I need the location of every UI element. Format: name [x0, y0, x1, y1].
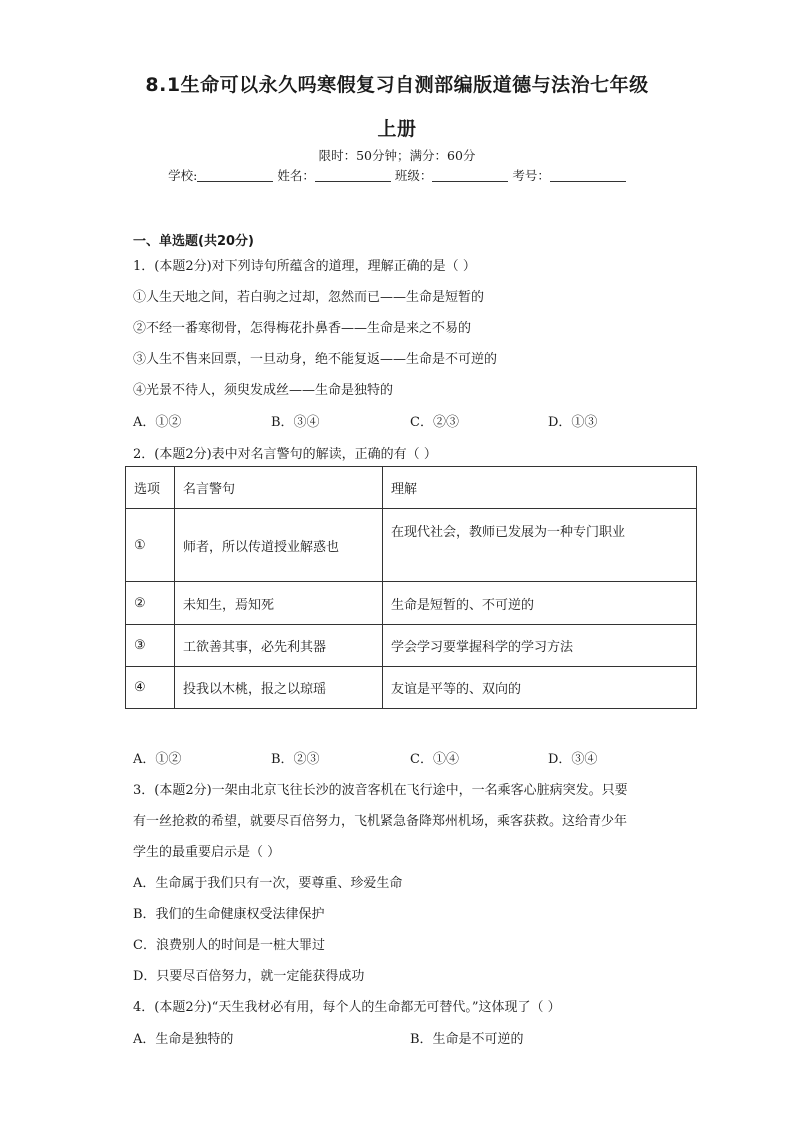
table-header-cell: 理解	[383, 467, 697, 509]
table-cell: ③	[126, 625, 175, 667]
q1-option-d: D．①③	[548, 415, 598, 430]
table-cell: 在现代社会，教师已发展为一种专门职业	[383, 509, 697, 582]
time-score-limit: 限时：50分钟；满分：60分	[318, 148, 476, 163]
table-row	[126, 509, 697, 582]
exam-title-line2: 上册	[377, 118, 417, 140]
exam-title: 8.1生命可以永久吗寒假复习自测部编版道德与法治七年级	[145, 74, 649, 96]
section-heading: 一、单选题(共20分)	[133, 234, 254, 249]
school-label: 学校:	[168, 168, 198, 183]
id-label: 考号：	[512, 168, 550, 183]
q2-option-a: A．①②	[133, 752, 182, 767]
q1-option-c: C．②③	[410, 415, 459, 430]
q3-stem-line: 有一丝抢救的希望，就要尽百倍努力，飞机紧急备降郑州机场，乘客获救。这给青少年	[133, 814, 628, 829]
q2-option-b: B．②③	[271, 752, 320, 767]
table-row	[126, 667, 697, 709]
q3-option-b: B．我们的生命健康权受法律保护	[133, 907, 325, 922]
student-info-line	[0, 166, 794, 184]
q3-stem-line: 学生的最重要启示是（ ）	[133, 845, 281, 860]
q2-option-c: C．①④	[410, 752, 459, 767]
q1-item: ③人生不售来回票，一旦动身，绝不能复返——生命是不可逆的	[133, 352, 498, 367]
name-blank	[315, 169, 391, 182]
q2-table	[125, 466, 697, 709]
id-blank	[550, 169, 626, 182]
q3-option-a: A．生命属于我们只有一次，要尊重、珍爱生命	[133, 876, 403, 891]
table-cell: 友谊是平等的、双向的	[383, 667, 697, 709]
table-cell: ④	[126, 667, 175, 709]
table-row	[126, 582, 697, 625]
school-blank	[197, 169, 273, 182]
table-cell: ②	[126, 582, 175, 625]
q1-option-b: B．③④	[271, 415, 320, 430]
q4-option-a: A．生命是独特的	[133, 1032, 234, 1047]
table-header-row	[126, 467, 697, 509]
table-cell: 工欲善其事，必先利其器	[175, 625, 383, 667]
q3-option-c: C．浪费别人的时间是一桩大罪过	[133, 938, 325, 953]
q1-item: ④光景不待人，须臾发成丝——生命是独特的	[133, 383, 394, 398]
q3-stem-line: 3．(本题2分)一架由北京飞往长沙的波音客机在飞行途中，一名乘客心脏病突发。只要	[133, 783, 628, 798]
table-header-cell: 名言警句	[175, 467, 383, 509]
name-label: 姓名：	[277, 168, 315, 183]
q3-option-d: D．只要尽百倍努力，就一定能获得成功	[133, 969, 365, 984]
q1-option-a: A．①②	[133, 415, 182, 430]
q2-stem: 2．(本题2分)表中对名言警句的解读，正确的有（ ）	[133, 447, 437, 462]
table-cell: ①	[126, 509, 175, 582]
class-blank	[432, 169, 508, 182]
q1-item: ②不经一番寒彻骨，怎得梅花扑鼻香——生命是来之不易的	[133, 321, 472, 336]
table-cell: 师者，所以传道授业解惑也	[175, 509, 383, 582]
table-cell: 未知生，焉知死	[175, 582, 383, 625]
class-label: 班级：	[394, 168, 433, 183]
q4-option-b: B．生命是不可逆的	[410, 1032, 524, 1047]
table-cell: 投我以木桃，报之以琼瑶	[175, 667, 383, 709]
q4-stem: 4．(本题2分)“天生我材必有用，每个人的生命都无可替代。”这体现了（ ）	[133, 1000, 561, 1015]
q1-stem: 1．(本题2分)对下列诗句所蕴含的道理，理解正确的是（ ）	[133, 259, 476, 274]
table-row	[126, 625, 697, 667]
table-cell: 学会学习要掌握科学的学习方法	[383, 625, 697, 667]
q2-option-d: D．③④	[548, 752, 598, 767]
table-cell: 生命是短暂的、不可逆的	[383, 582, 697, 625]
table-header-cell: 选项	[126, 467, 175, 509]
q1-item: ①人生天地之间，若白驹之过却，忽然而已——生命是短暂的	[133, 290, 485, 305]
